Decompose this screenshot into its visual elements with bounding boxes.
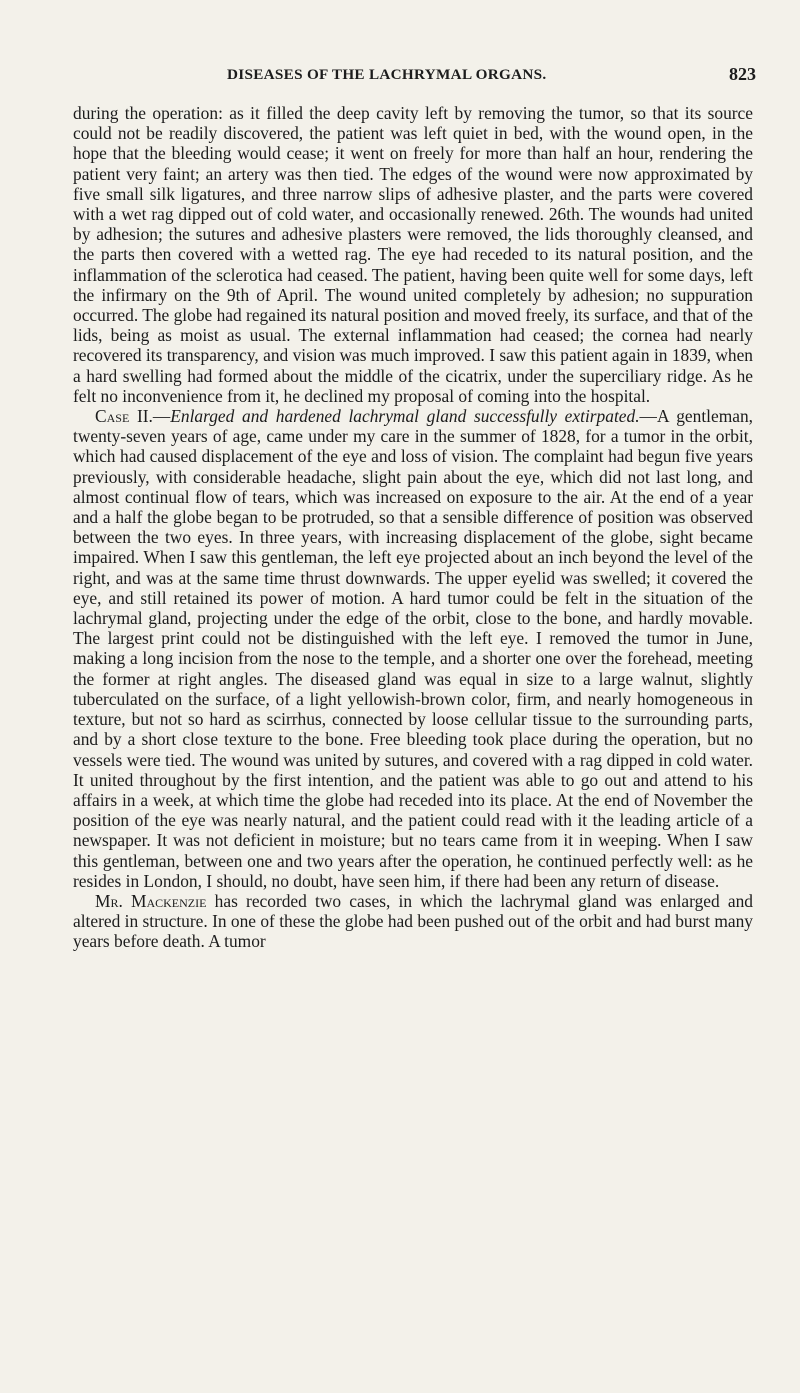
case-title: Enlarged and hardened lachrymal gland successfully extirpated. xyxy=(170,406,640,427)
page-number: 823 xyxy=(729,64,756,84)
paragraph-case-one-continued: during the operation: as it filled the deep cavity left by removing the tumor, so that its source could not be readily discovered, the patient was left quiet in bed, with the wound open, in the hope that the bleeding would cease; it went on freely for more than half an hour, rendering the patient very faint; an artery was then tied. The edges of the wound were now approximated by five small silk ligatures, and three narrow slips of adhesive plaster, and the parts were covered with a wet rag dipped out of cold water, and occasionally renewed. 26th. The wounds had united by adhesion; the sutures and adhesive plasters were removed, the lids thoroughly cleansed, and the parts then covered with a wetted rag. The eye had receded to its natural position, and the inflammation of the sclerotica had ceased. The patient, having been quite well for some days, left the infirmary on the 9th of April. The wound united completely by adhesion; no suppuration occurred. The globe had regained its natural position and moved freely, its surface, and that of the lids, being as moist as usual. The external inflammation had ceased; the cornea had nearly recovered its transparency, and vision was much improved. I saw this patient again in 1839, when a hard swelling had formed about the middle of the cicatrix, under the superciliary ridge. As he felt no inconvenience from it, he declined my proposal of coming into the hospital. xyxy=(73,103,753,406)
page-body xyxy=(73,103,753,952)
case-text: A gentleman, twenty-seven years of age, came under my care in the summer of 1828, for a tumor in the orbit, which had caused displacement of the eye and loss of vision. The complaint had begun five years previously, with considerable headache, slight pain about the eye, which did not last long, and almost continual flow of tears, which was increased on exposure to the air. At the end of a year and a half the globe began to be protruded, so that a sensible difference of position was observed between the two eyes. In three years, with increasing displacement of the globe, sight became impaired. When I saw this gentleman, the left eye projected about an inch beyond the level of the right, and was at the same time thrust downwards. The upper eyelid was swelled; it covered the eye, and still retained its power of motion. A hard tumor could be felt in the situation of the lachrymal gland, projecting under the edge of the orbit, close to the bone, and hardly movable. The largest print could not be distinguished with the left eye. I removed the tumor in June, making a long incision from the nose to the temple, and a shorter one over the forehead, meeting the former at right angles. The diseased gland was equal in size to a large walnut, slightly tuberculated on the surface, of a light yellowish-brown color, firm, and nearly homogeneous in texture, but not so hard as scirrhus, connected by loose cellular tissue to the surrounding parts, and by a short close texture to the bone. Free bleeding took place during the operation, but no vessels were tied. The wound was united by sutures, and covered with a rag dipped in cold water. It united throughout by the first intention, and the patient was able to go out and attend to his affairs in a week, at which time the globe had receded into its place. At the end of November the position of the eye was nearly natural, and the patient could read with it the leading article of a newspaper. It was not deficient in moisture; but no tears came from it in weeping. When I saw this gentleman, between one and two years after the operation, he continued perfectly well: as he resides in London, I should, no doubt, have seen him, if there had been any return of disease. xyxy=(73,406,753,891)
running-title: DISEASES OF THE LACHRYMAL ORGANS. xyxy=(227,66,547,83)
case-label: Case II. xyxy=(95,406,153,427)
page-header xyxy=(0,66,800,90)
paragraph-mackenzie xyxy=(73,891,753,952)
case-dash: — xyxy=(152,406,171,427)
case-dash: — xyxy=(639,406,657,427)
author-name: Mr. Mackenzie xyxy=(95,890,207,911)
paragraph-case-two xyxy=(73,406,753,891)
paragraph-text: has recorded two cases, in which the lachrymal gland was enlarged and altered in structure. In one of these the globe had been pushed out of the orbit and had burst many years before death. A tumor xyxy=(73,890,753,952)
